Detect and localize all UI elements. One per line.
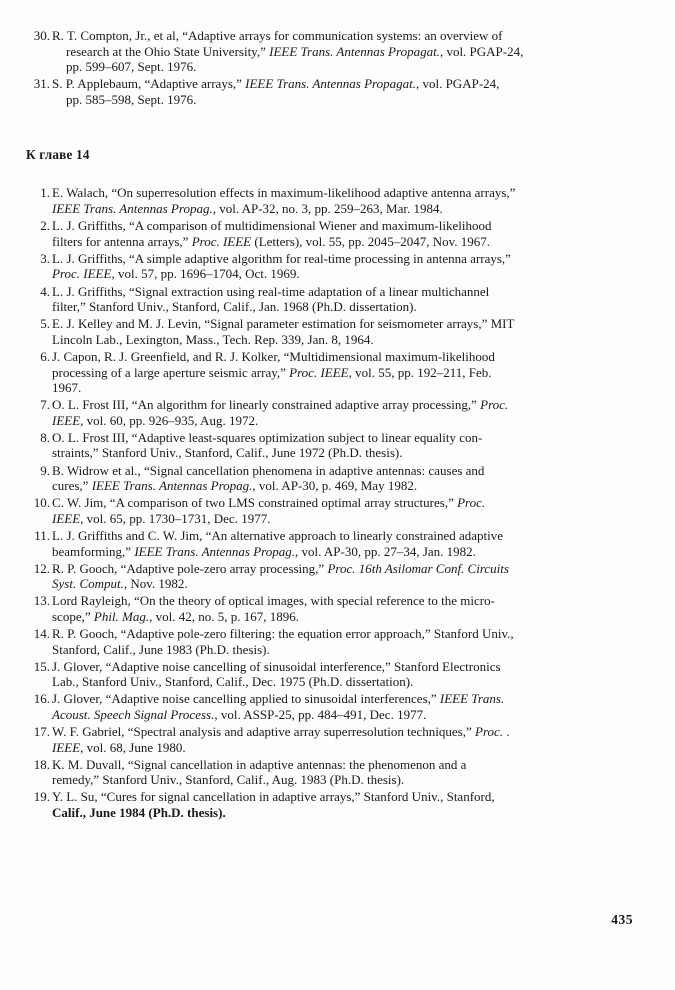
reference-entry (26, 659, 634, 690)
reference-line: L. J. Griffiths, “A simple adaptive algorithm for real-time processing in antenna arrays,” (52, 250, 511, 266)
reference-line: W. F. Gabriel, “Spectral analysis and adaptive array superresolution techniques,” Proc. . (52, 724, 510, 740)
reference-text (52, 28, 634, 75)
reference-text (52, 626, 634, 657)
reference-line: beamforming,” IEEE Trans. Antennas Propag., vol. AP-30, pp. 27–34, Jan. 1982. (52, 543, 476, 559)
reference-line: K. M. Duvall, “Signal cancellation in adaptive antennas: the phenomenon and a (52, 756, 467, 772)
reference-number: 4. (40, 283, 50, 299)
reference-entry (26, 185, 634, 216)
reference-entry (26, 789, 634, 820)
reference-number: 14. (33, 626, 50, 641)
references-content (26, 28, 634, 822)
reference-entry (26, 251, 634, 282)
reference-entry (26, 691, 634, 722)
reference-text (52, 76, 634, 107)
reference-line: B. Widrow et al., “Signal cancellation phenomena in adaptive antennas: causes and (52, 462, 485, 478)
reference-number: 9. (40, 462, 50, 478)
reference-number: 19. (33, 789, 50, 805)
reference-line: IEEE, vol. 60, pp. 926–935, Aug. 1972. (52, 412, 259, 428)
reference-number: 16. (33, 691, 50, 707)
page-number: 435 (611, 912, 633, 927)
reference-line: J. Capon, R. J. Greenfield, and R. J. Kolker, “Multidimensional maximum-likelihood (52, 348, 495, 364)
reference-line: pp. 599–607, Sept. 1976. (66, 59, 197, 75)
reference-entry (26, 463, 634, 494)
section-heading: К главе 14 (26, 147, 90, 163)
reference-text (52, 284, 634, 315)
reference-line: J. Glover, “Adaptive noise cancelling applied to sinusoidal interferences,” IEEE Trans. (52, 691, 505, 707)
reference-line: Lincoln Lab., Lexington, Mass., Tech. Rep. 339, Jan. 8, 1964. (52, 331, 374, 347)
reference-entry (26, 316, 634, 347)
reference-text (52, 251, 634, 282)
reference-number: 5. (40, 316, 50, 332)
reference-number: 30. (33, 28, 50, 43)
reference-entry (26, 561, 634, 592)
reference-line: processing of a large aperture seismic array,” Proc. IEEE, vol. 55, pp. 192–211, Feb. (52, 364, 492, 380)
reference-entry (26, 28, 634, 75)
reference-line: research at the Ohio State University,” IEEE Trans. Antennas Propagat., vol. PGAP-24, (66, 43, 524, 59)
reference-line: Y. L. Su, “Cures for signal cancellation in adaptive arrays,” Stanford Univ., Stanford, (52, 789, 495, 805)
reference-number: 8. (40, 429, 50, 445)
reference-line: cures,” IEEE Trans. Antennas Propag., vol. AP-30, p. 469, May 1982. (52, 478, 418, 494)
reference-number: 11. (34, 527, 50, 543)
reference-entry (26, 495, 634, 526)
reference-line: remedy,” Stanford Univ., Stanford, Calif., Aug. 1983 (Ph.D. thesis). (52, 772, 405, 788)
reference-entry (26, 76, 634, 107)
reference-line: R. P. Gooch, “Adaptive pole-zero array processing,” Proc. 16th Asilomar Conf. Circuits (52, 560, 509, 576)
reference-number: 6. (40, 348, 50, 364)
reference-entry (26, 430, 634, 461)
reference-text (52, 659, 634, 690)
reference-number: 2. (40, 218, 50, 234)
reference-entry (26, 284, 634, 315)
reference-text (52, 430, 634, 461)
reference-text (52, 724, 634, 755)
reference-text (52, 185, 634, 216)
reference-number: 7. (40, 397, 50, 413)
reference-entry (26, 397, 634, 428)
reference-line: scope,” Phil. Mag., vol. 42, no. 5, p. 167, 1896. (52, 608, 299, 624)
reference-line: L. J. Griffiths, “A comparison of multidimensional Wiener and maximum-likelihood (52, 218, 492, 234)
reference-line: L. J. Griffiths and C. W. Jim, “An alternative approach to linearly constrained adaptive (52, 527, 504, 543)
reference-text (52, 593, 634, 624)
reference-number: 10. (33, 495, 50, 511)
reference-number: 31. (33, 76, 50, 92)
reference-line: filter,” Stanford Univ., Stanford, Calif., Jan. 1968 (Ph.D. dissertation). (52, 299, 417, 315)
reference-line: Syst. Comput., Nov. 1982. (52, 576, 188, 592)
reference-line: Calif., June 1984 (Ph.D. thesis). (52, 805, 226, 821)
reference-entry (26, 626, 634, 657)
reference-line: O. L. Frost III, “Adaptive least-squares optimization subject to linear equality con- (52, 429, 483, 445)
reference-number: 17. (33, 724, 50, 740)
reference-number: 12. (33, 560, 50, 576)
reference-text (52, 397, 634, 428)
reference-line: IEEE Trans. Antennas Propag., vol. AP-32, no. 3, pp. 259–263, Mar. 1984. (52, 201, 443, 217)
reference-line: 1967. (52, 380, 82, 396)
reference-line: R. T. Compton, Jr., et al, “Adaptive arrays for communication systems: an overview of (52, 28, 503, 43)
reference-line: L. J. Griffiths, “Signal extraction using real-time adaptation of a linear multichannel (52, 283, 490, 299)
reference-text (52, 561, 634, 592)
reference-line: S. P. Applebaum, “Adaptive arrays,” IEEE Trans. Antennas Propagat., vol. PGAP-24, (52, 76, 500, 92)
reference-entry (26, 349, 634, 396)
reference-line: E. Walach, “On superresolution effects in maximum-likelihood adaptive antenna arrays,” (52, 185, 516, 201)
reference-entry (26, 593, 634, 624)
reference-text (52, 528, 634, 559)
reference-text (52, 218, 634, 249)
reference-entry (26, 218, 634, 249)
reference-line: pp. 585–598, Sept. 1976. (66, 91, 197, 107)
reference-line: IEEE, vol. 68, June 1980. (52, 739, 186, 755)
reference-text (52, 316, 634, 347)
reference-line: R. P. Gooch, “Adaptive pole-zero filtering: the equation error approach,” Stanford Univ., (52, 626, 514, 641)
reference-text (52, 789, 634, 820)
reference-line: Lord Rayleigh, “On the theory of optical images, with special reference to the micro- (52, 593, 495, 609)
reference-entry (26, 757, 634, 788)
reference-line: O. L. Frost III, “An algorithm for linearly constrained adaptive array processing,” Proc. (52, 397, 509, 413)
reference-line: C. W. Jim, “A comparison of two LMS constrained optimal array structures,” Proc. (52, 495, 486, 511)
reference-line: Proc. IEEE, vol. 57, pp. 1696–1704, Oct. 1969. (52, 266, 300, 282)
reference-line: IEEE, vol. 65, pp. 1730–1731, Dec. 1977. (52, 510, 271, 526)
reference-number: 13. (33, 593, 50, 609)
reference-text (52, 757, 634, 788)
reference-text (52, 691, 634, 722)
reference-entry (26, 528, 634, 559)
reference-number: 18. (33, 756, 50, 772)
reference-number: 15. (33, 658, 50, 674)
reference-text (52, 463, 634, 494)
reference-line: straints,” Stanford Univ., Stanford, Calif., June 1972 (Ph.D. thesis). (52, 445, 403, 461)
reference-line: E. J. Kelley and M. J. Levin, “Signal parameter estimation for seismometer arrays,” MIT (52, 316, 515, 332)
reference-line: Acoust. Speech Signal Process., vol. ASSP-25, pp. 484–491, Dec. 1977. (52, 706, 427, 722)
reference-line: J. Glover, “Adaptive noise cancelling of sinusoidal interference,” Stanford Electronics (52, 658, 501, 674)
reference-text (52, 349, 634, 396)
reference-line: Stanford, Calif., June 1983 (Ph.D. thesis). (52, 641, 270, 657)
reference-entry (26, 724, 634, 755)
reference-number: 1. (40, 185, 50, 201)
reference-number: 3. (40, 250, 50, 266)
reference-line: Lab., Stanford Univ., Stanford, Calif., Dec. 1975 (Ph.D. dissertation). (52, 674, 414, 690)
reference-text (52, 495, 634, 526)
reference-line: filters for antenna arrays,” Proc. IEEE (Letters), vol. 55, pp. 2045–2047, Nov. 1967. (52, 233, 491, 249)
